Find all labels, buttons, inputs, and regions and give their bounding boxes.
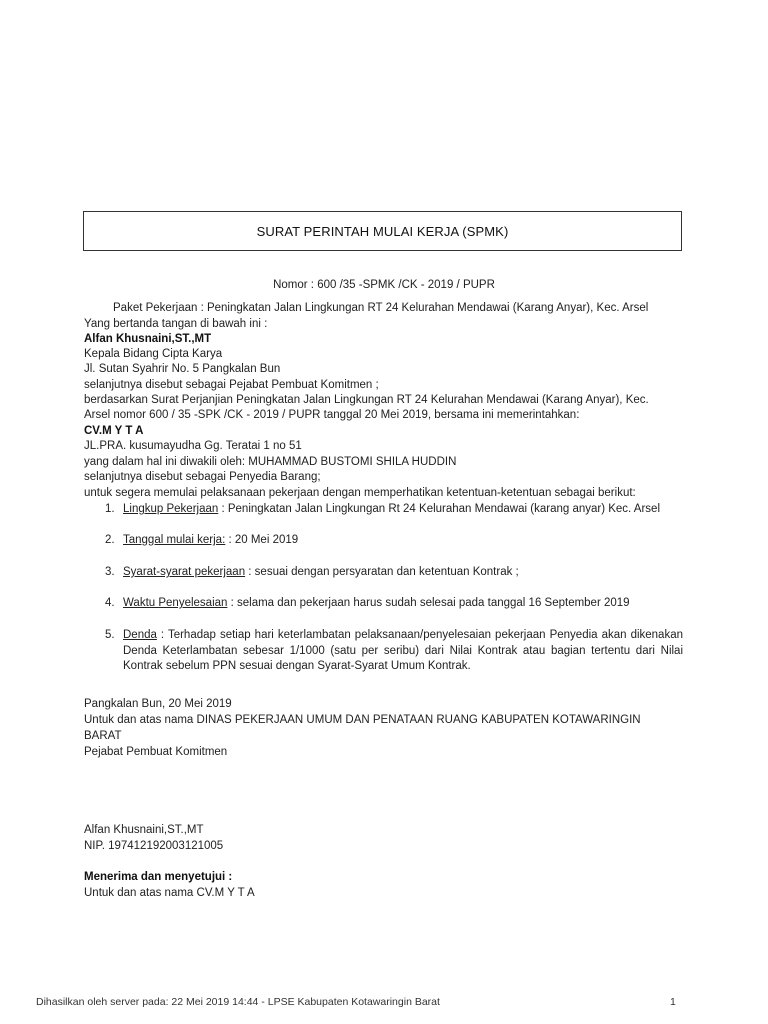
signer-position: Kepala Bidang Cipta Karya bbox=[84, 348, 223, 360]
list-item-text: : selama dan pekerjaan harus sudah selesai pada tanggal 16 September 2019 bbox=[227, 597, 630, 609]
signer-name: Alfan Khusnaini,ST.,MT bbox=[84, 333, 212, 345]
list-item-number: 3. bbox=[105, 566, 115, 578]
document-title: SURAT PERINTAH MULAI KERJA (SPMK) bbox=[256, 223, 509, 239]
page-number: 1 bbox=[670, 996, 676, 1008]
title-box bbox=[83, 211, 682, 251]
accept-label: Menerima dan menyetujui : bbox=[84, 871, 233, 883]
list-item-text: : Peningkatan Jalan Lingkungan Rt 24 Kelurahan Mendawai (karang anyar) Kec. Arsel bbox=[218, 503, 661, 515]
list-item-label: Syarat-syarat pekerjaan bbox=[123, 566, 246, 578]
accept-on-behalf: Untuk dan atas nama CV.M Y T A bbox=[84, 887, 255, 899]
signatory-name: Alfan Khusnaini,ST.,MT bbox=[84, 824, 204, 836]
list-item-label: Denda bbox=[123, 629, 157, 641]
signatory-nip: NIP. 197412192003121005 bbox=[84, 840, 224, 852]
list-item bbox=[123, 502, 660, 517]
list-item-number: 1. bbox=[105, 503, 115, 515]
company-representative: yang dalam hal ini diwakili oleh: MUHAMMAD BUSTOMI SHILA HUDDIN bbox=[84, 456, 457, 468]
basis-line-2: Arsel nomor 600 / 35 -SPK /CK - 2019 / PUPR tanggal 20 Mei 2019, bersama ini memerintahkan: bbox=[84, 409, 580, 421]
list-item-label: Tanggal mulai kerja: bbox=[123, 534, 226, 546]
work-package: Paket Pekerjaan : Peningkatan Jalan Lingkungan RT 24 Kelurahan Mendawai (Karang Anyar), Kec. Arsel bbox=[113, 302, 649, 314]
on-behalf-line-1: Untuk dan atas nama DINAS PEKERJAAN UMUM DAN PENATAAN RUANG KABUPATEN KOTAWARINGIN bbox=[84, 714, 641, 726]
list-item-label: Waktu Penyelesaian bbox=[123, 597, 228, 609]
list-item-label: Lingkup Pekerjaan bbox=[123, 503, 219, 515]
basis-line-1: berdasarkan Surat Perjanjian Peningkatan Jalan Lingkungan RT 24 Kelurahan Mendawai (Karang Anyar), Kec. bbox=[84, 394, 649, 406]
intro-text: Yang bertanda tangan di bawah ini : bbox=[84, 318, 268, 330]
list-item-text: : Terhadap setiap hari keterlambatan pelaksanaan/penyelesaian pekerjaan Penyedia akan dikenakan Denda Keterlambatan sebesar 1/1000 (satu per seribu) dari Nilai Kontrak atau bagian tertentu dari Nilai Kontrak sebelum PPN sesuai dengan Syarat-Syarat Umum Kontrak. bbox=[123, 629, 683, 672]
company-address: JL.PRA. kusumayudha Gg. Teratai 1 no 51 bbox=[84, 440, 302, 452]
list-item-text: : sesuai dengan persyaratan dan ketentuan Kontrak ; bbox=[245, 566, 519, 578]
list-item-number: 2. bbox=[105, 534, 115, 546]
list-item-number: 4. bbox=[105, 597, 115, 609]
document-number: Nomor : 600 /35 -SPMK /CK - 2019 / PUPR bbox=[273, 279, 495, 291]
company-name: CV.M Y T A bbox=[84, 425, 144, 437]
footer-text: Dihasilkan oleh server pada: 22 Mei 2019 14:44 - LPSE Kabupaten Kotawaringin Barat bbox=[36, 996, 440, 1008]
signer-address: Jl. Sutan Syahrir No. 5 Pangkalan Bun bbox=[84, 363, 281, 375]
list-item bbox=[123, 533, 298, 548]
list-item-number: 5. bbox=[105, 629, 115, 641]
company-role: selanjutnya disebut sebagai Penyedia Barang; bbox=[84, 471, 321, 483]
ppk-label: Pejabat Pembuat Komitmen bbox=[84, 746, 228, 758]
list-item bbox=[123, 596, 630, 611]
list-item bbox=[123, 565, 519, 580]
signer-role: selanjutnya disebut sebagai Pejabat Pembuat Komitmen ; bbox=[84, 379, 379, 391]
list-item-text: : 20 Mei 2019 bbox=[225, 534, 299, 546]
list-item bbox=[123, 628, 683, 675]
on-behalf-line-2: BARAT bbox=[84, 730, 122, 742]
place-date: Pangkalan Bun, 20 Mei 2019 bbox=[84, 698, 232, 710]
instruction-text: untuk segera memulai pelaksanaan pekerjaan dengan memperhatikan ketentuan-ketentuan sebagai berikut: bbox=[84, 487, 636, 499]
